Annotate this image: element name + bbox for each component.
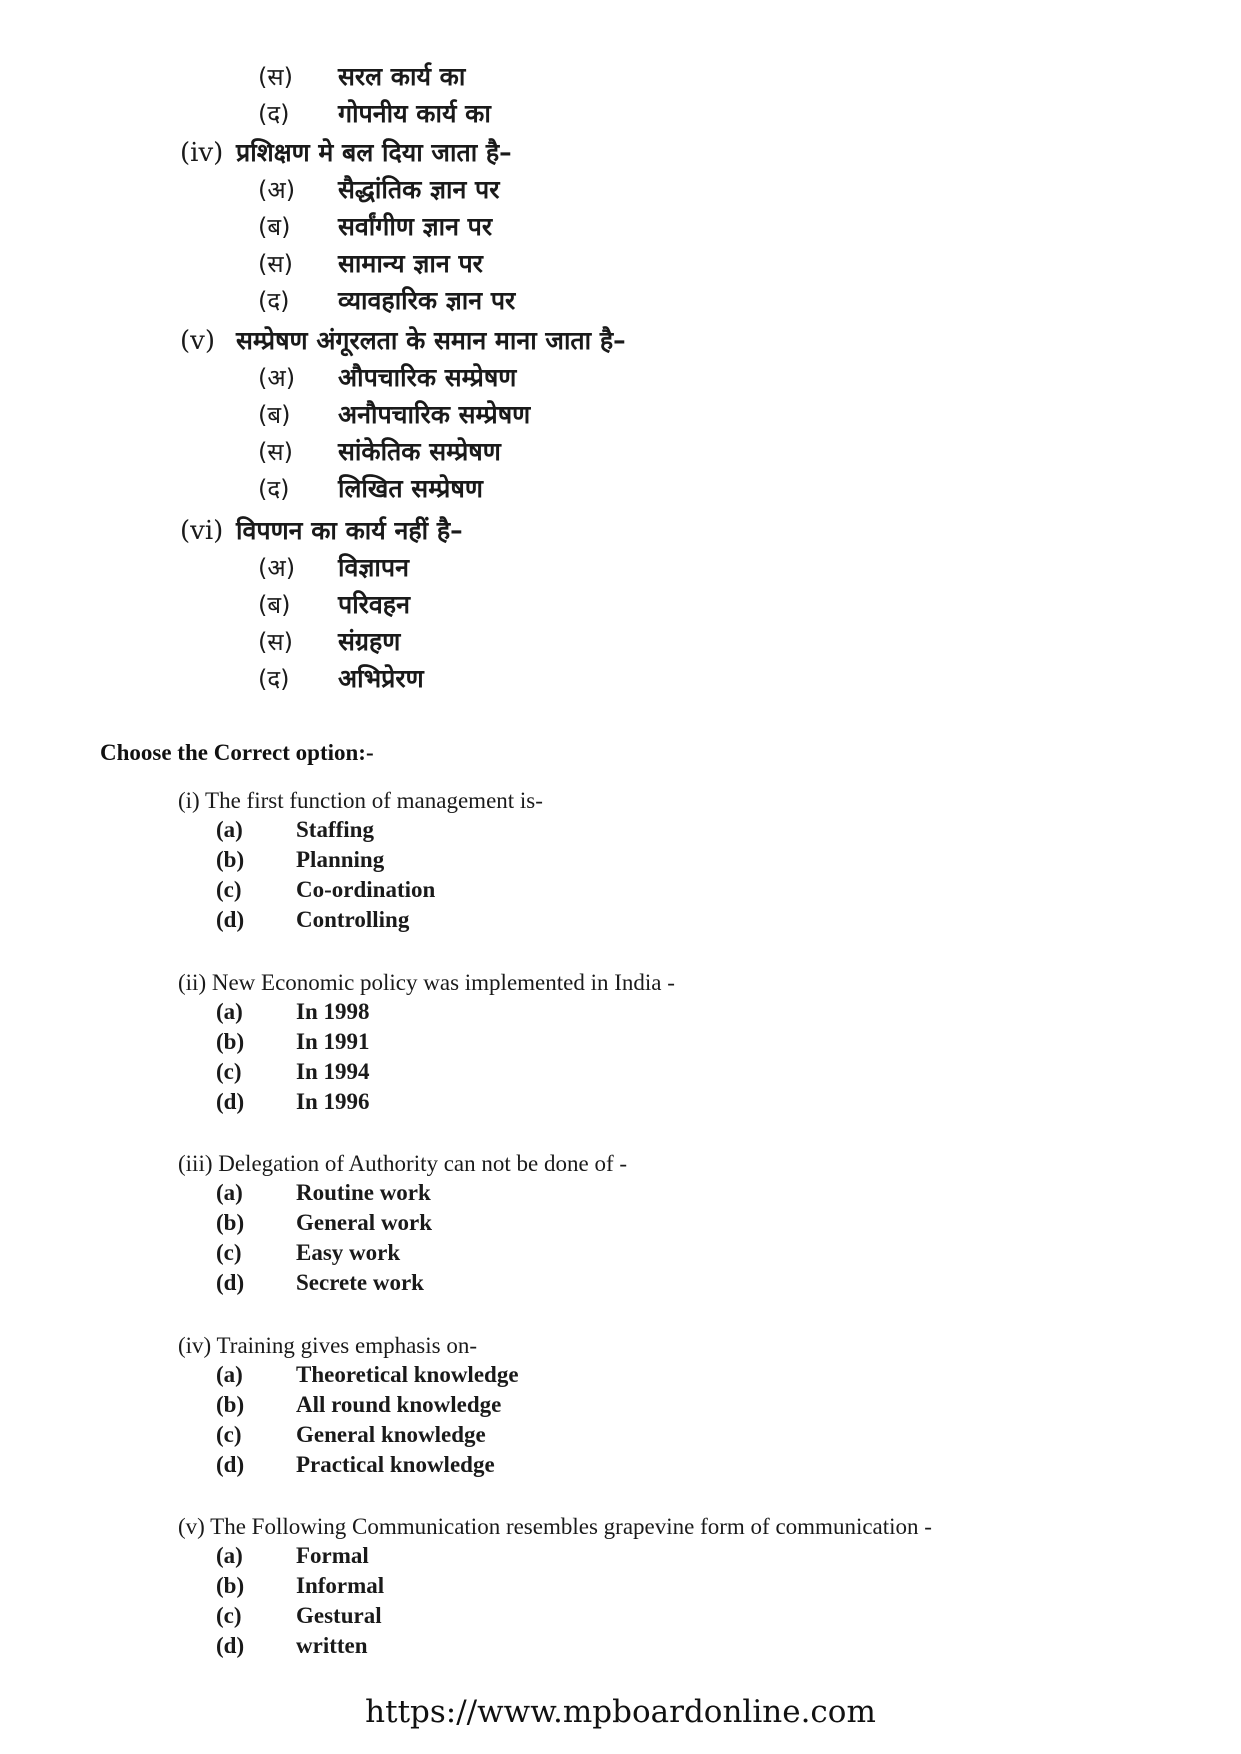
question-number: (v) [180,325,215,356]
option-text: संग्रहण [338,626,401,656]
english-option [216,1178,627,1208]
hindi-prev-options [258,58,491,132]
option-text: written [296,1633,368,1658]
option-text: व्यावहारिक ज्ञान पर [338,285,516,315]
hindi-option [258,586,463,623]
footer-url: https://www.mpboardonline.com [365,1694,876,1730]
option-text: Practical knowledge [296,1452,495,1477]
option-label: (b) [216,847,245,872]
hindi-question-iv [180,134,515,319]
english-option [216,1601,932,1631]
question-number: (iv) [180,137,224,168]
english-option [216,1027,675,1057]
option-label: (ब) [258,400,291,429]
hindi-option [258,171,515,208]
hindi-option [258,660,463,697]
english-option [216,1360,519,1390]
option-text: सरल कार्य का [338,61,466,91]
option-label: (अ) [258,175,296,204]
option-label: (a) [216,1362,243,1387]
option-text: Secrete work [296,1270,424,1295]
hindi-question-vi [180,512,463,697]
option-label: (c) [216,877,242,902]
question-text: (ii) New Economic policy was implemented in India - [178,970,675,995]
option-text: गोपनीय कार्य का [338,98,491,128]
option-label: (a) [216,999,243,1024]
english-question-iv [178,1332,519,1480]
english-option [216,1087,675,1117]
option-label: (d) [216,1270,245,1295]
option-label: (स) [258,249,293,278]
question-line [180,134,515,171]
option-label: (अ) [258,363,296,392]
option-label: (द) [258,99,290,128]
option-label: (c) [216,1422,242,1447]
option-label: (b) [216,1029,245,1054]
english-option [216,1541,932,1571]
option-label: (अ) [258,553,296,582]
option-text: Staffing [296,817,374,842]
hindi-option [258,282,515,319]
question-text: प्रशिक्षण मे बल दिया जाता है– [236,137,512,167]
option-text: Theoretical knowledge [296,1362,519,1387]
option-label: (द) [258,664,290,693]
option-text: In 1996 [296,1089,370,1114]
question-text: विपणन का कार्य नहीं है– [236,515,463,545]
question-line [180,322,626,359]
option-text: सर्वांगीण ज्ञान पर [338,211,493,241]
question-text: (v) The Following Communication resembles grapevine form of communication - [178,1514,932,1539]
option-label: (d) [216,1089,245,1114]
english-option [216,997,675,1027]
option-text: सैद्धांतिक ज्ञान पर [338,174,500,204]
english-option [216,1631,932,1661]
option-label: (a) [216,817,243,842]
option-text: सामान्य ज्ञान पर [338,248,483,278]
hindi-question-v [180,322,626,507]
option-text: लिखित सम्प्रेषण [338,473,483,503]
english-option [216,1238,627,1268]
hindi-option [258,470,626,507]
option-text: Routine work [296,1180,431,1205]
option-label: (d) [216,907,245,932]
option-text: विज्ञापन [338,552,409,582]
option-text: Easy work [296,1240,401,1265]
section-heading: Choose the Correct option:- [100,740,374,765]
option-text: Informal [296,1573,385,1598]
option-text: अभिप्रेरण [338,663,424,693]
english-option [216,845,543,875]
english-option [216,815,543,845]
option-label: (ब) [258,212,291,241]
english-question-ii [178,969,675,1117]
option-label: (c) [216,1240,242,1265]
question-number: (vi) [180,515,224,546]
option-text: All round knowledge [296,1392,502,1417]
hindi-option [258,623,463,660]
option-label: (b) [216,1392,245,1417]
english-option [216,1390,519,1420]
option-label: (b) [216,1573,245,1598]
english-option [216,1057,675,1087]
option-label: (a) [216,1180,243,1205]
option-text: Controlling [296,907,410,932]
option-label: (स) [258,437,293,466]
option-text: सांकेतिक सम्प्रेषण [338,436,501,466]
question-text: (iii) Delegation of Authority can not be done of - [178,1151,628,1176]
option-label: (d) [216,1452,245,1477]
option-text: General work [296,1210,433,1235]
option-label: (b) [216,1210,245,1235]
english-option [216,905,543,935]
english-question-i [178,787,543,935]
option-text: परिवहन [338,589,410,619]
option-label: (d) [216,1633,245,1658]
english-question-v [178,1513,932,1661]
option-text: Formal [296,1543,369,1568]
option-text: औपचारिक सम्प्रेषण [338,362,517,392]
option-label: (द) [258,474,290,503]
option-text: Gestural [296,1603,382,1628]
english-option [216,1208,627,1238]
english-option [216,1450,519,1480]
english-option [216,1268,627,1298]
option-label: (स) [258,62,293,91]
option-text: Planning [296,847,385,872]
option-text: अनौपचारिक सम्प्रेषण [338,399,531,429]
hindi-option [258,549,463,586]
question-text: (i) The first function of management is- [178,788,543,813]
option-text: In 1994 [296,1059,370,1084]
english-question-iii [178,1150,627,1298]
option-label: (स) [258,627,293,656]
hindi-option [258,208,515,245]
option-label: (ब) [258,590,291,619]
hindi-option [258,58,491,95]
option-label: (c) [216,1603,242,1628]
hindi-option [258,245,515,282]
question-text: सम्प्रेषण अंगूरलता के समान माना जाता है– [236,325,626,355]
option-text: Co-ordination [296,877,436,902]
option-text: In 1998 [296,999,370,1024]
hindi-option [258,95,491,132]
english-option [216,1571,932,1601]
option-label: (द) [258,286,290,315]
hindi-option [258,433,626,470]
english-option [216,1420,519,1450]
hindi-option [258,359,626,396]
question-text: (iv) Training gives emphasis on- [178,1333,477,1358]
option-label: (a) [216,1543,243,1568]
option-text: In 1991 [296,1029,370,1054]
option-label: (c) [216,1059,242,1084]
english-option [216,875,543,905]
question-line [180,512,463,549]
hindi-option [258,396,626,433]
option-text: General knowledge [296,1422,486,1447]
